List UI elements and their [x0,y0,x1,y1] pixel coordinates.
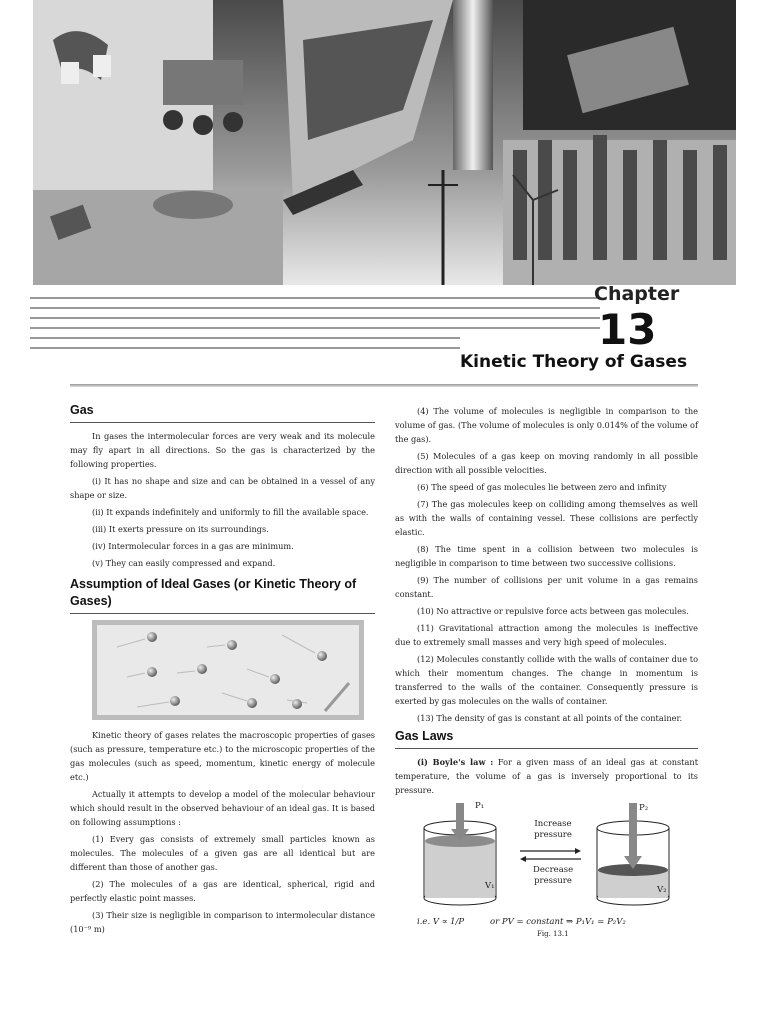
gas-property-2: (ii) It expands indefinitely and uniformly to fill the available space. [92,507,369,517]
boyles-law-equation: or PV = constant ⇒ P₁V₁ = P₂V₂ [490,917,626,927]
pressure-label-p1: P₁ [475,801,485,811]
assumption-13: (13) The density of gas is constant at all points of the container. [417,713,683,723]
assumption-7: (7) The gas molecules keep on colliding among themselves as well as with the walls of containing vessel. These collisions are perfectly elastic. [395,499,698,537]
boyles-law-label: (i) Boyle's law : [417,757,494,767]
right-column [395,404,698,938]
chapter-title: Kinetic Theory of Gases [460,352,688,372]
title-divider [70,384,698,387]
assumption-3: (3) Their size is negligible in comparison to intermolecular distance (10⁻⁹ m) [70,910,375,934]
section-heading-gas-laws: Gas Laws [395,728,698,749]
banner-collage-image [33,0,736,285]
assumption-10: (10) No attractive or repulsive force acts between gas molecules. [417,606,689,616]
assumption-5: (5) Molecules of a gas keep on moving randomly in all possible direction with all possible velocities. [395,451,698,475]
chapter-banner-collage [33,0,736,285]
chapter-number: 13 [598,305,657,354]
assumption-8: (8) The time spent in a collision between two molecules is negligible in comparison to time between two successive collisions. [395,544,698,568]
decrease-pressure-label: Decrease pressure [533,865,574,886]
proportionality-formula: i.e. V ∝ 1/P [417,917,465,927]
left-column [70,402,375,939]
increase-pressure-label: Increase pressure [534,819,572,840]
gas-property-3: (iii) It exerts pressure on its surroundings. [92,524,269,534]
gas-molecules-diagram [92,620,364,720]
chapter-label: Chapter [594,283,680,305]
assumption-12: (12) Molecules constantly collide with the walls of container due to which their momentum changes. The change in momentum is transferred to the walls of the container. Consequently pressure is exerted by gas molecules on the walls of container. [395,654,698,706]
assumption-9: (9) The number of collisions per unit volume in a gas remains constant. [395,575,698,599]
boyles-law-figure [395,803,695,938]
section-heading-assumptions: Assumption of Ideal Gases (or Kinetic Theory of Gases) [70,576,375,614]
assumption-11: (11) Gravitational attraction among the molecules is ineffective due to extremely small masses and very high speed of molecules. [395,623,698,647]
section-heading-gas: Gas [70,402,375,423]
gas-property-4: (iv) Intermolecular forces in a gas are minimum. [92,541,294,551]
assumption-4: (4) The volume of molecules is negligible in comparison to the volume of gas. (The volume of molecules is only 0.014% of the volume of the gas). [395,406,698,444]
gas-intro-paragraph: In gases the intermolecular forces are very weak and its molecule may fly apart in all directions. So the gas is characterized by the following properties. [70,431,375,469]
gas-property-1: (i) It has no shape and size and can be obtained in a vessel of any shape or size. [70,476,375,500]
assumption-1: (1) Every gas consists of extremely small particles known as molecules. The molecules of a given gas are all identical but are different than those of another gas. [70,834,375,872]
assumption-2: (2) The molecules of a gas are identical, spherical, rigid and perfectly elastic point masses. [70,879,375,903]
decorative-rules [0,280,600,355]
pressure-label-p2: P₂ [639,803,649,813]
boyles-law-paragraph [395,755,698,797]
assumption-6: (6) The speed of gas molecules lie between zero and infinity [417,482,667,492]
figure-caption: Fig. 13.1 [537,930,569,938]
boyles-law-text: For a given mass of an ideal gas at constant temperature, the volume of a gas is inversely proportional to its pressure. [395,757,698,795]
model-paragraph: Actually it attempts to develop a model of the molecular behaviour which should result in the observed behaviour of an ideal gas. It is based on following assumptions : [70,789,375,827]
gas-property-5: (v) They can easily compressed and expand. [92,558,276,568]
kinetic-theory-paragraph: Kinetic theory of gases relates the macroscopic properties of gases (such as pressure, temperature etc.) to the microscopic properties of the gas molecules (such as speed, momentum, kinetic energy of molecule etc.) [70,730,375,782]
moving-molecules-illustration [97,625,359,715]
volume-label-v1: V₁ [485,881,495,891]
volume-label-v2: V₂ [657,885,667,895]
